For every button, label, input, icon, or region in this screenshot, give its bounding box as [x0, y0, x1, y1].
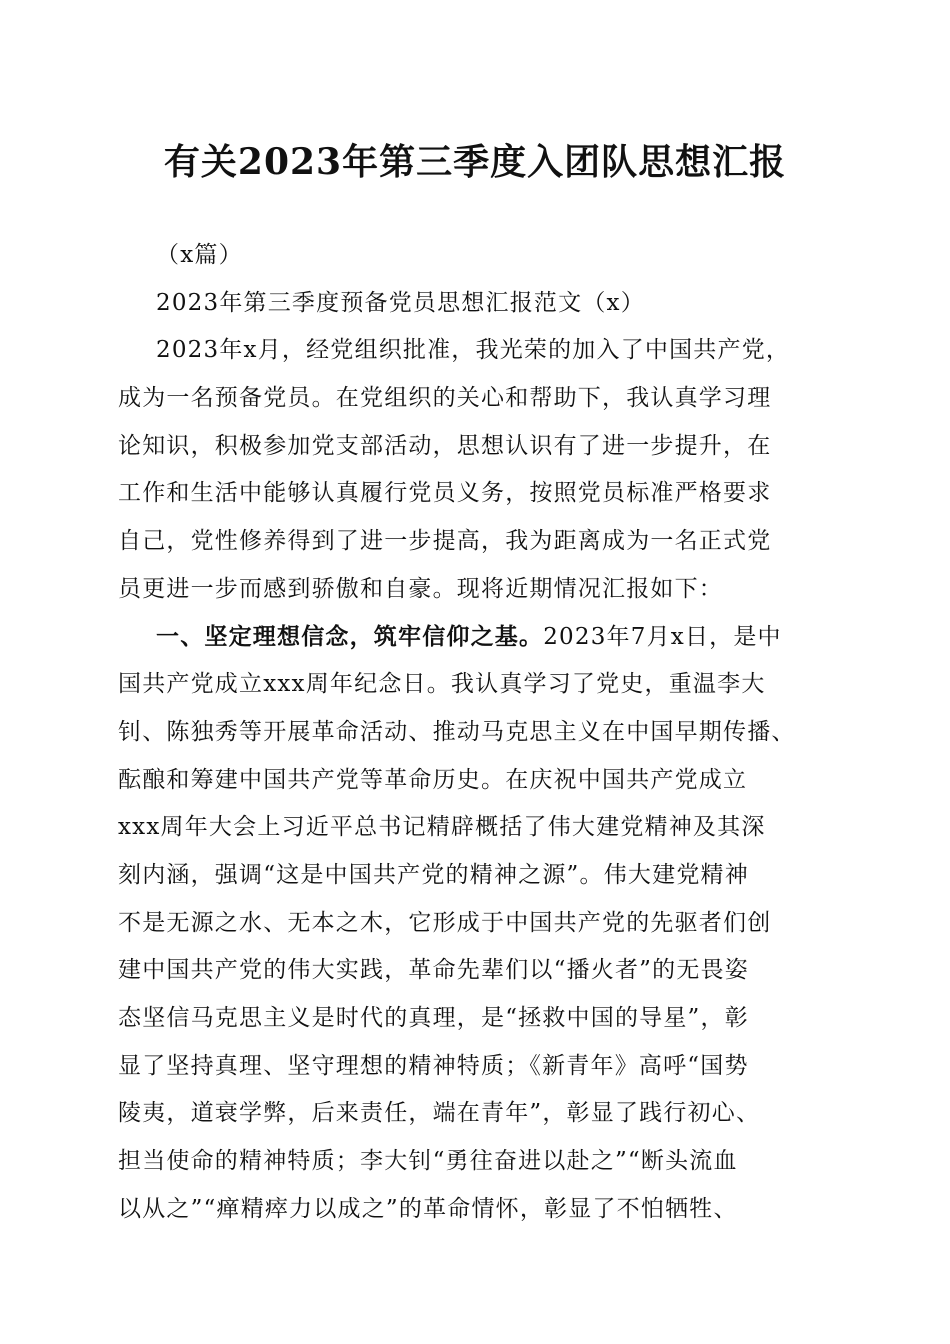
paragraph-line: 钊、陈独秀等开展革命活动、推动马克思主义在中国早期传播、 [118, 718, 796, 745]
document-body [118, 232, 838, 1233]
paragraph-text: 2023年7月x日，是中 [543, 623, 782, 650]
paragraph-line: 国共产党成立xxx周年纪念日。我认真学习了党史，重温李大 [118, 671, 766, 698]
paragraph-line: 自己，党性修养得到了进一步提高，我为距离成为一名正式党 [118, 528, 772, 555]
paragraph-line: 以从之”“瘅精瘁力以成之”的革命情怀，彰显了不怕牺牲、 [118, 1195, 738, 1222]
section-heading: 一、坚定理想信念，筑牢信仰之基。 [156, 623, 544, 650]
paragraph-line: 论知识，积极参加党支部活动，思想认识有了进一步提升，在 [118, 432, 772, 459]
paragraph-line: xxx周年大会上习近平总书记精辟概括了伟大建党精神及其深 [118, 814, 766, 841]
paragraph-line: 建中国共产党的伟大实践，革命先辈们以“播火者”的无畏姿 [118, 957, 749, 984]
paragraph-line: 员更进一步而感到骄傲和自豪。现将近期情况汇报如下： [118, 575, 723, 602]
paragraph-line: 2023年x月，经党组织批准，我光荣的加入了中国共产党， [156, 337, 791, 364]
paragraph-line: 陵夷，道衰学弊，后来责任，端在青年”，彰显了践行初心、 [118, 1100, 761, 1127]
paragraph-line: 态坚信马克思主义是时代的真理，是“拯救中国的导星”，彰 [118, 1005, 749, 1031]
paragraph-line: 显了坚持真理、坚守理想的精神特质；《新青年》高呼“国势 [118, 1052, 749, 1079]
paragraph-line: 2023年第三季度预备党员思想汇报范文（x） [156, 289, 645, 316]
paragraph-line: 担当使命的精神特质；李大钊“勇往奋进以赴之”“断头流血 [118, 1148, 738, 1175]
paragraph-line: 成为一名预备党员。在党组织的关心和帮助下，我认真学习理 [118, 385, 772, 412]
section-heading-line [118, 614, 838, 662]
paragraph-line: 不是无源之水、无本之木，它形成于中国共产党的先驱者们创 [118, 909, 772, 936]
paragraph-line: 刻内涵，强调“这是中国共产党的精神之源”。伟大建党精神 [118, 861, 749, 888]
document-title: 有关2023年第三季度入团队思想汇报 [163, 141, 787, 183]
paragraph-line: 酝酿和筹建中国共产党等革命历史。在庆祝中国共产党成立 [118, 766, 748, 793]
paragraph-line: 工作和生活中能够认真履行党员义务，按照党员标准严格要求 [118, 480, 772, 507]
paragraph-line: （x篇） [156, 242, 243, 268]
